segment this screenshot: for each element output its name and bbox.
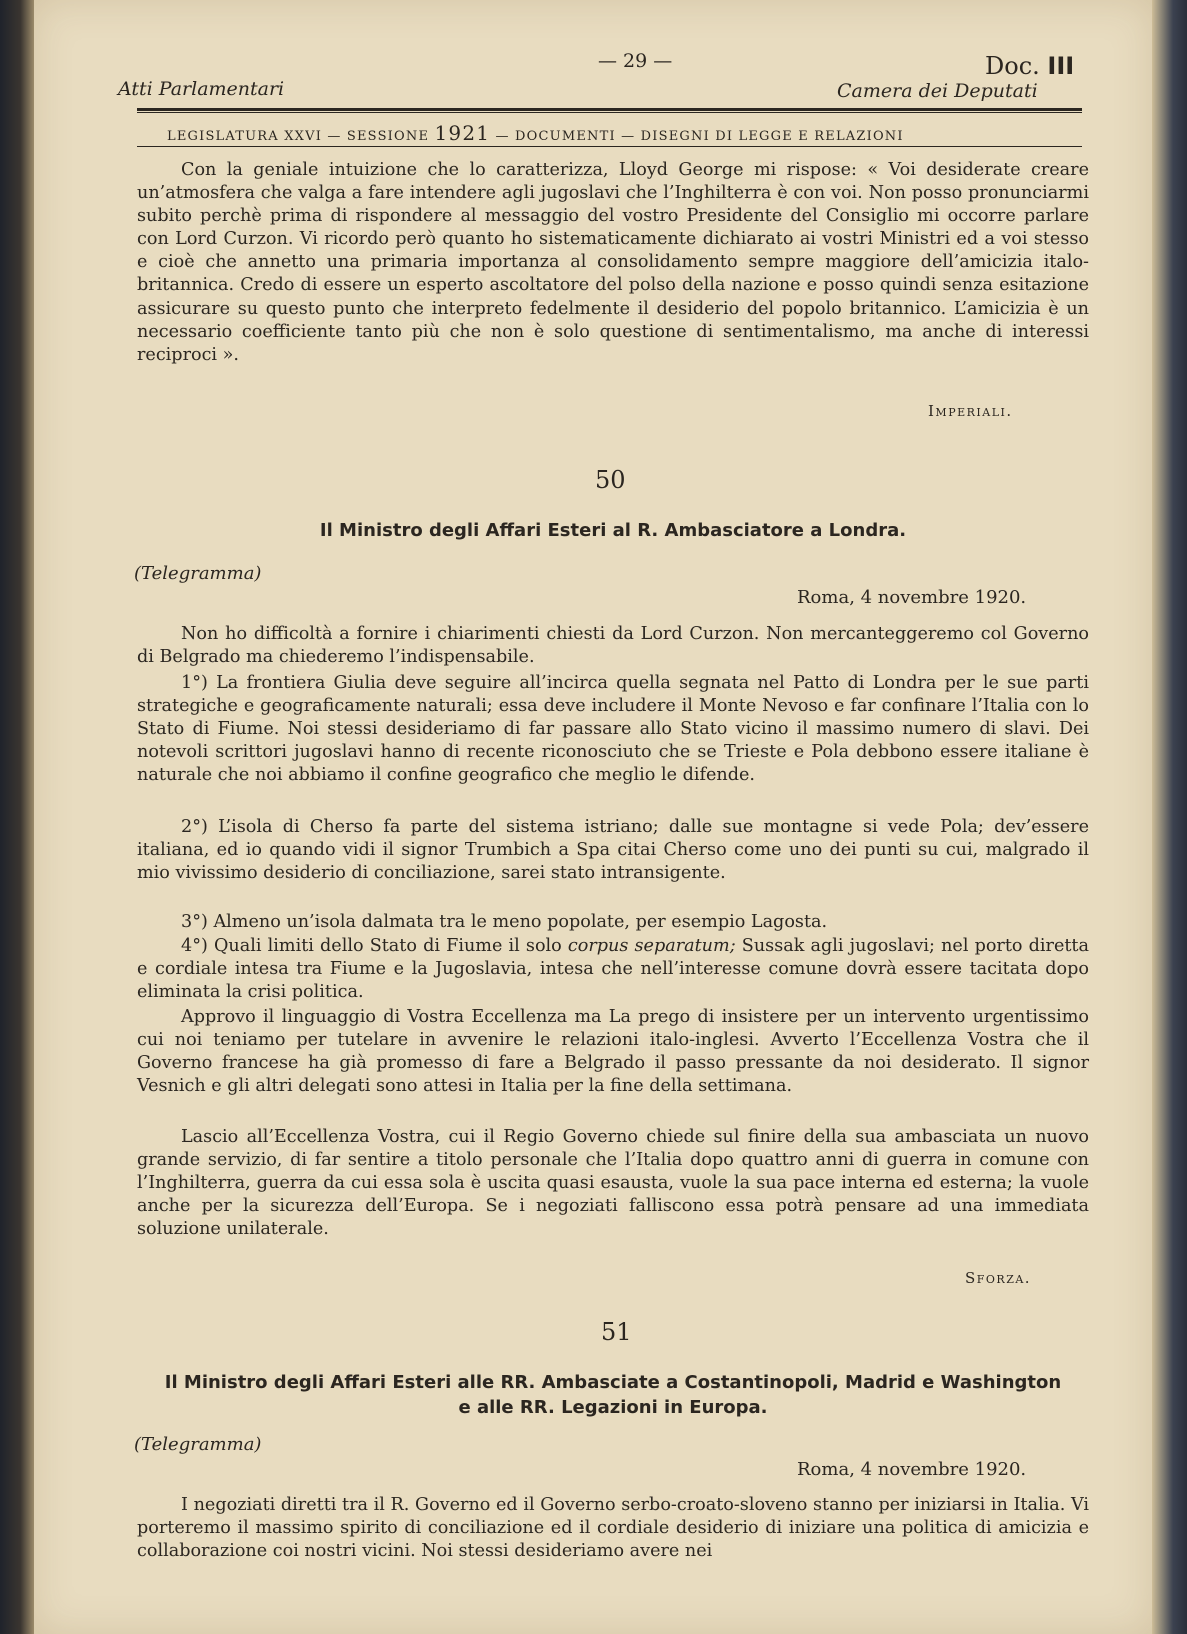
paragraph-50-1: Non ho difficoltà a fornire i chiarimenti chiesti da Lord Curzon. Non mercanteggeremo col Governo di Belgrado ma chiederemo l’indispensabile. [137,624,1089,668]
continuation-paragraph: Con la geniale intuizione che lo caratterizza, Lloyd George mi rispose: « Voi desiderate creare un’atmosfera che valga a fare intendere agli jugoslavi che l’Inghilterra è con voi. Non posso pronunciarmi subito perchè prima di rispondere al messaggio del vostro Presidente del Consiglio mi occorre parlare con Lord Curzon. Vi ricordo però quanto ho sistematicamente dichiarato ai vostri Ministri ed a voi stesso e cioè che annetto una primaria importanza al consolidamento sempre maggiore dell’amicizia italo-britannica. Credo di essere un esperto ascoltatore del polso della nazione e posso quindi senza esitazione assicurare su questo punto che interpreto fedelmente il desiderio del popolo britannico. L’amicizia è un necessario coefficiente tanto più che non è solo questione di sentimentalismo, ma anche di interessi reciproci ». [137,160,1089,365]
subheader-a: LEGISLATURA XXVI — SESSIONE [167,129,435,144]
paragraph-50-5-a: 4°) Quali limiti dello Stato di Fiume il solo [181,936,568,956]
paragraph-50-4: 3°) Almeno un’isola dalmata tra le meno popolate, per esempio Lagosta. [181,912,828,932]
subheader-b: — DOCUMENTI — DISEGNI DI LEGGE E RELAZIONI [490,129,904,144]
document-number-51: 51 [601,1318,632,1346]
document-title-50: Il Ministro degli Affari Esteri al R. Ambasciatore a Londra. [319,520,907,541]
paragraph-50-5 [137,935,1089,1004]
page-edge [1152,0,1187,1634]
document-number-50: 50 [595,466,626,494]
paragraph-50-2: 1°) La frontiera Giulia deve seguire all’incirca quella segnata nel Patto di Londra per le sue parti strategiche e geograficamente naturali; essa deve includere il Monte Nevoso e far confinare l’Italia con lo Stato di Fiume. Noi stessi desideriamo di far passare allo Stato vicino il massimo numero di slavi. Dei notevoli scrittori jugoslavi hanno di recente riconosciuto che se Trieste e Pola debbono essere italiane è naturale che noi abbiamo il confine geografico che meglio le difende. [137,673,1089,786]
signature-imperiali: Imperiali. [928,402,1013,420]
header-left: Atti Parlamentari [118,78,285,100]
document-title-51-line2: e alle RR. Legazioni in Europa. [458,1397,768,1418]
doc-number: III [1047,52,1075,80]
document-title-51-line1: Il Ministro degli Affari Esteri alle RR. Ambasciate a Costantinopoli, Madrid e Washington [164,1372,1062,1393]
paragraph-50-7: Lascio all’Eccellenza Vostra, cui il Regio Governo chiede sul finire della sua ambasciata un nuovo grande servizio, di far sentire a titolo personale che l’Italia dopo quattro anni di guerra in comune con l’Inghilterra, guerra da cui essa sola è uscita quasi esausta, vuole la sua pace interna ed esterna; la vuole anche per la sicurezza dell’Europa. Se i negoziati falliscono essa potrà pensare ad una immediata soluzione unilaterale. [137,1127,1089,1240]
book-spine [0,0,34,1634]
doc-label-text: Doc. [985,52,1040,80]
paragraph-50-6: Approvo il linguaggio di Vostra Eccellenza ma La prego di insistere per un intervento urgentissimo cui noi teniamo per tutelare in avvenire le relazioni italo-inglesi. Avverto l’Eccellenza Vostra che il Governo francese ha già promesso di fare a Belgrado il passo pressante da noi desiderato. Il signor Vesnich e gli altri delegati sono attesi in Italia per la fine della settimana. [137,1007,1089,1097]
telegram-label-51: (Telegramma) [134,1434,262,1455]
subheader-rule [137,146,1082,147]
page-number: — 29 — [598,50,673,72]
subheader-year: 1921 [434,121,491,145]
corpus-separatum: corpus separatum; [567,936,736,956]
header-right: Camera dei Deputati [837,80,1038,102]
header-rule-thin [137,112,1082,113]
date-51: Roma, 4 novembre 1920. [797,1459,1027,1480]
date-50: Roma, 4 novembre 1920. [797,587,1027,608]
paragraph-50-3: 2°) L’isola di Cherso fa parte del sistema istriano; dalle sue montagne si vede Pola; dev’essere italiana, ed io quando vidi il signor Trumbich a Spa citai Cherso come uno dei punti su cui, malgrado il mio vivissimo desiderio di conciliazione, sarei stato intransigente. [137,817,1089,884]
signature-sforza: Sforza. [965,1269,1032,1287]
paragraph-51-1: I negoziati diretti tra il R. Governo ed il Governo serbo-croato-sloveno stanno per iniziarsi in Italia. Vi porteremo il massimo spirito di conciliazione ed il cordiale desiderio di iniziare una politica di amicizia e collaborazione coi nostri vicini. Noi stessi desideriamo avere nei [137,1495,1089,1562]
subheader [167,121,904,145]
paragraph-50-5-b: Sussak agli jugoslavi; nel porto diretta e cordiale intesa tra Fiume e la Jugoslavia, intesa che nell’interesse comune dovrà essere tacitata dopo eliminata la crisi politica. [137,936,1089,1003]
doc-label [985,52,1074,80]
telegram-label-50: (Telegramma) [134,563,262,584]
header-rule [137,108,1082,111]
